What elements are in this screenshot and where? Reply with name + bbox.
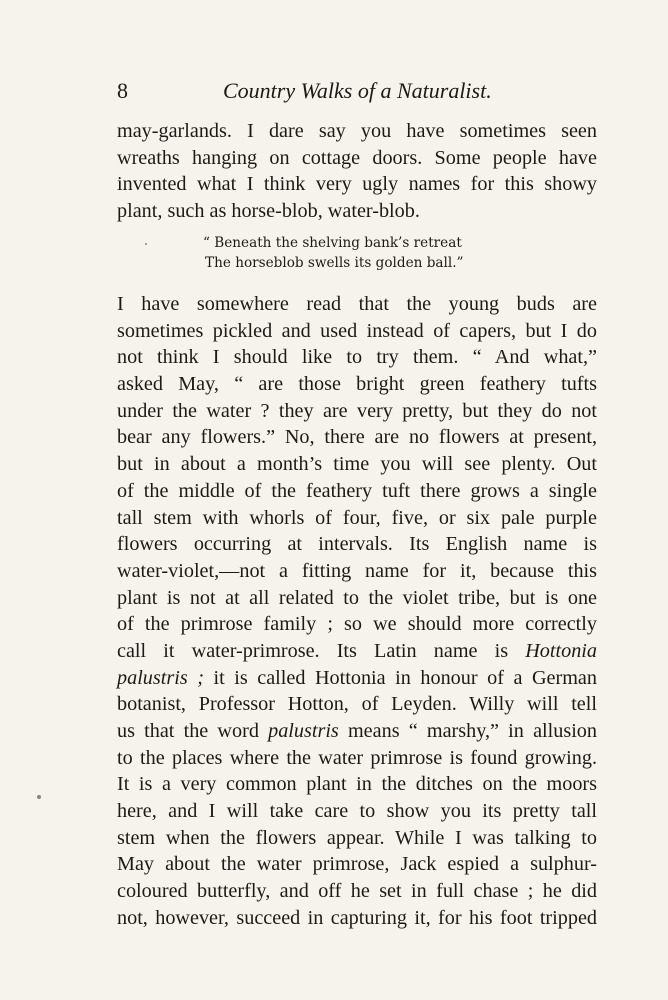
text-line: invented what I think very ugly names for this showy [117, 173, 597, 196]
text-line: sometimes pickled and used instead of capers, but I do [117, 319, 597, 342]
text-line: not think I should like to try them. “ And what,” [117, 346, 597, 369]
page-number: 8 [117, 78, 128, 103]
text-line: coloured butterfly, and off he set in full chase ; he did [117, 880, 597, 903]
text-line: here, and I will take care to show you its pretty tall [117, 800, 597, 823]
paper-speck [145, 243, 147, 245]
paper-speck [37, 795, 41, 799]
paragraph-2 [117, 291, 597, 932]
text-line: plant is not at all related to the violet tribe, but is one [117, 586, 597, 609]
text-line: but in about a month’s time you will see plenty. Out [117, 453, 597, 476]
text-line: us that the word palustris means “ marshy,” in allusion [117, 720, 597, 742]
text-line: wreaths hanging on cottage doors. Some people have [117, 146, 597, 169]
text-line: of the middle of the feathery tuft there grows a single [117, 479, 597, 502]
text-line: May about the water primrose, Jack espied a sulphur- [117, 853, 597, 876]
page-header [117, 78, 497, 106]
text-line: plant, such as horse-blob, water-blob. [117, 200, 420, 223]
text-line: asked May, “ are those bright green feathery tufts [117, 373, 597, 396]
text-line: under the water ? they are very pretty, but they do not [117, 399, 597, 422]
text-line: It is a very common plant in the ditches on the moors [117, 773, 597, 796]
text-line: of the primrose family ; so we should more correctly [117, 613, 597, 636]
text-line: bear any flowers.” No, there are no flowers at present, [117, 426, 597, 449]
verse-quotation [203, 233, 464, 273]
quote-line: “ Beneath the shelving bank’s retreat [203, 235, 462, 251]
running-title: Country Walks of a Naturalist. [223, 78, 492, 103]
text-line: call it water-primrose. Its Latin name is Hottonia [117, 639, 597, 662]
text-line: botanist, Professor Hotton, of Leyden. Willy will tell [117, 693, 597, 716]
text-line: I have somewhere read that the young buds are [117, 293, 597, 315]
paragraph-1 [117, 118, 597, 225]
text-line: tall stem with whorls of four, five, or six pale purple [117, 506, 597, 529]
quote-line: The horseblob swells its golden ball.” [205, 255, 464, 271]
text-line: stem when the flowers appear. While I was talking to [117, 826, 597, 849]
text-line: palustris ; it is called Hottonia in honour of a German [117, 666, 597, 689]
text-line: may-garlands. I dare say you have sometimes seen [117, 120, 597, 142]
text-line: not, however, succeed in capturing it, for his foot tripped [117, 906, 597, 929]
text-line: flowers occurring at intervals. Its English name is [117, 533, 597, 556]
text-line: water-violet,—not a fitting name for it, because this [117, 559, 597, 582]
text-line: to the places where the water primrose is found growing. [117, 746, 597, 769]
